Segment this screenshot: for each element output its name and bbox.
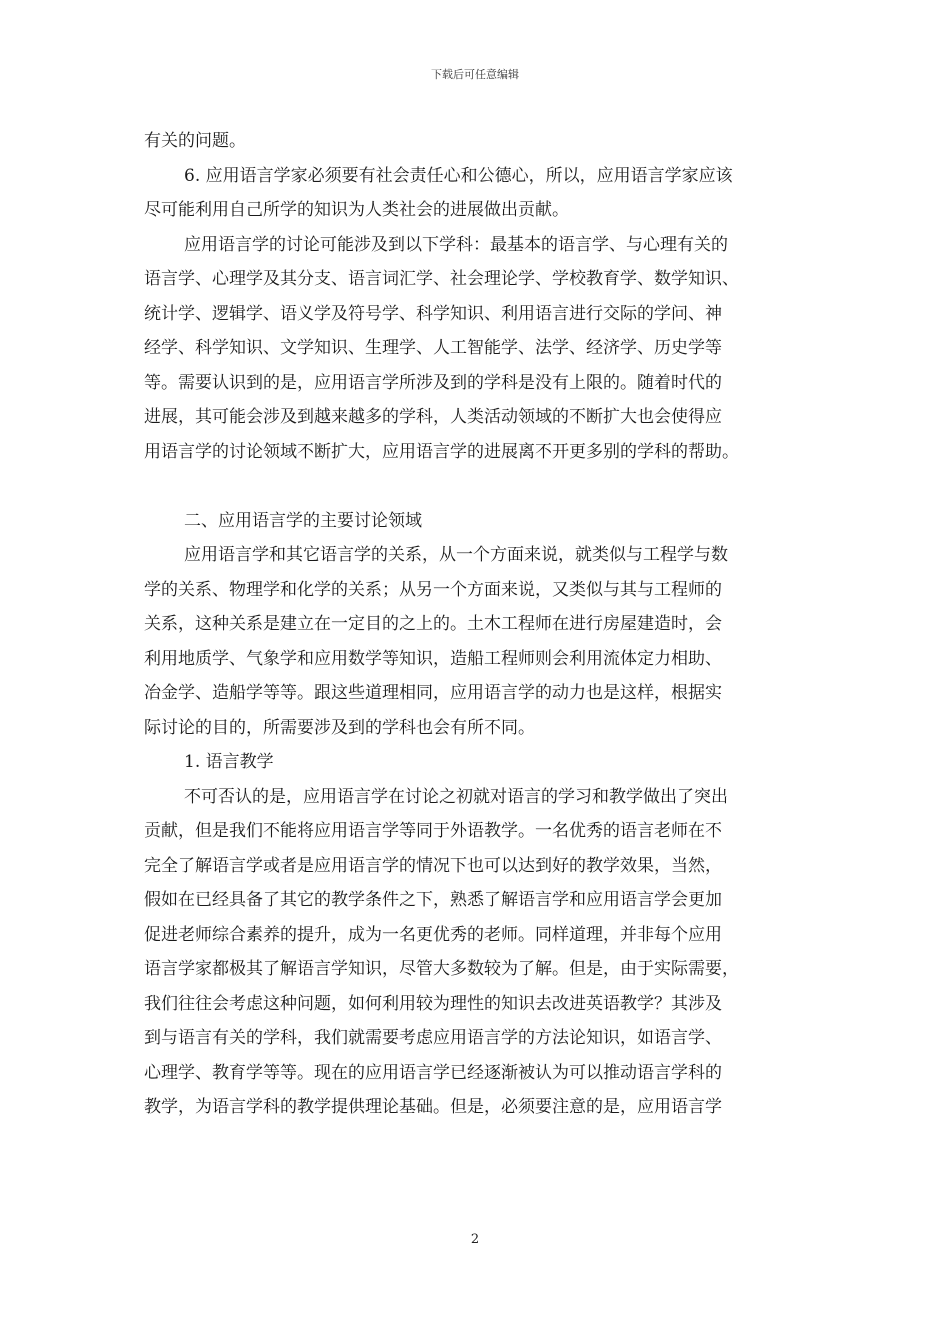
paragraph-line: 到与语言有关的学科，我们就需要考虑应用语言学的方法论知识，如语言学、 [144,1028,722,1048]
paragraph-line: 际讨论的目的，所需要涉及到的学科也会有所不同。 [144,717,535,738]
paragraph-line: 完全了解语言学或者是应用语言学的情况下也可以达到好的教学效果，当然， [144,855,722,876]
paragraph-line: 6. 应用语言学家必须要有社会责任心和公德心，所以，应用语言学家应该 [184,165,733,186]
paragraph-line: 尽可能利用自己所学的知识为人类社会的进展做出贡献。 [144,200,569,220]
paragraph-line: 等。需要认识到的是，应用语言学所涉及到的学科是没有上限的。随着时代的 [144,372,722,393]
paragraph-line: 我们往往会考虑这种问题，如何利用较为理性的知识去改进英语教学？其涉及 [144,993,722,1014]
paragraph-line: 进展，其可能会涉及到越来越多的学科，人类活动领域的不断扩大也会使得应 [144,407,722,427]
paragraph-line: 应用语言学和其它语言学的关系，从一个方面来说，就类似与工程学与数 [184,545,728,565]
paragraph-line: 语言学家都极其了解语言学知识，尽管大多数较为了解。但是，由于实际需要， [144,959,739,979]
paragraph-line: 教学，为语言学科的教学提供理论基础。但是，必须要注意的是，应用语言学 [144,1097,722,1117]
paragraph-line: 促进老师综合素养的提升，成为一名更优秀的老师。同样道理，并非每个应用 [144,924,722,945]
paragraph-line: 用语言学的讨论领域不断扩大，应用语言学的进展离不开更多别的学科的帮助。 [144,441,739,462]
paragraph-line: 应用语言学的讨论可能涉及到以下学科：最基本的语言学、与心理有关的 [184,234,728,255]
paragraph-line: 不可否认的是，应用语言学在讨论之初就对语言的学习和教学做出了突出 [184,786,728,807]
paragraph-line: 心理学、教育学等等。现在的应用语言学已经逐渐被认为可以推动语言学科的 [144,1062,722,1083]
page-number: 2 [470,1232,480,1247]
paragraph-line: 利用地质学、气象学和应用数学等知识，造船工程师则会利用流体定力相助、 [144,648,722,669]
paragraph-line: 学的关系、物理学和化学的关系；从另一个方面来说，又类似与其与工程师的 [144,579,722,600]
page-header: 下载后可任意编辑 [431,68,519,81]
document-body [144,124,810,1125]
paragraph-line: 有关的问题。 [144,131,246,151]
paragraph-line: 冶金学、造船学等等。跟这些道理相同，应用语言学的动力也是这样，根据实 [144,683,722,703]
paragraph-line: 关系，这种关系是建立在一定目的之上的。土木工程师在进行房屋建造时，会 [144,614,722,634]
paragraph-line: 统计学、逻辑学、语义学及符号学、科学知识、利用语言进行交际的学问、神 [144,303,722,324]
subsection-heading: 1. 语言教学 [184,752,274,772]
section-heading: 二、应用语言学的主要讨论领域 [184,510,422,531]
paragraph-line: 经学、科学知识、文学知识、生理学、人工智能学、法学、经济学、历史学等 [144,338,722,358]
paragraph-line: 假如在已经具备了其它的教学条件之下，熟悉了解语言学和应用语言学会更加 [144,890,722,910]
paragraph-spacer [144,469,810,504]
paragraph-line: 语言学、心理学及其分支、语言词汇学、社会理论学、学校教育学、数学知识、 [144,269,739,289]
paragraph-line: 贡献，但是我们不能将应用语言学等同于外语教学。一名优秀的语言老师在不 [144,821,722,841]
